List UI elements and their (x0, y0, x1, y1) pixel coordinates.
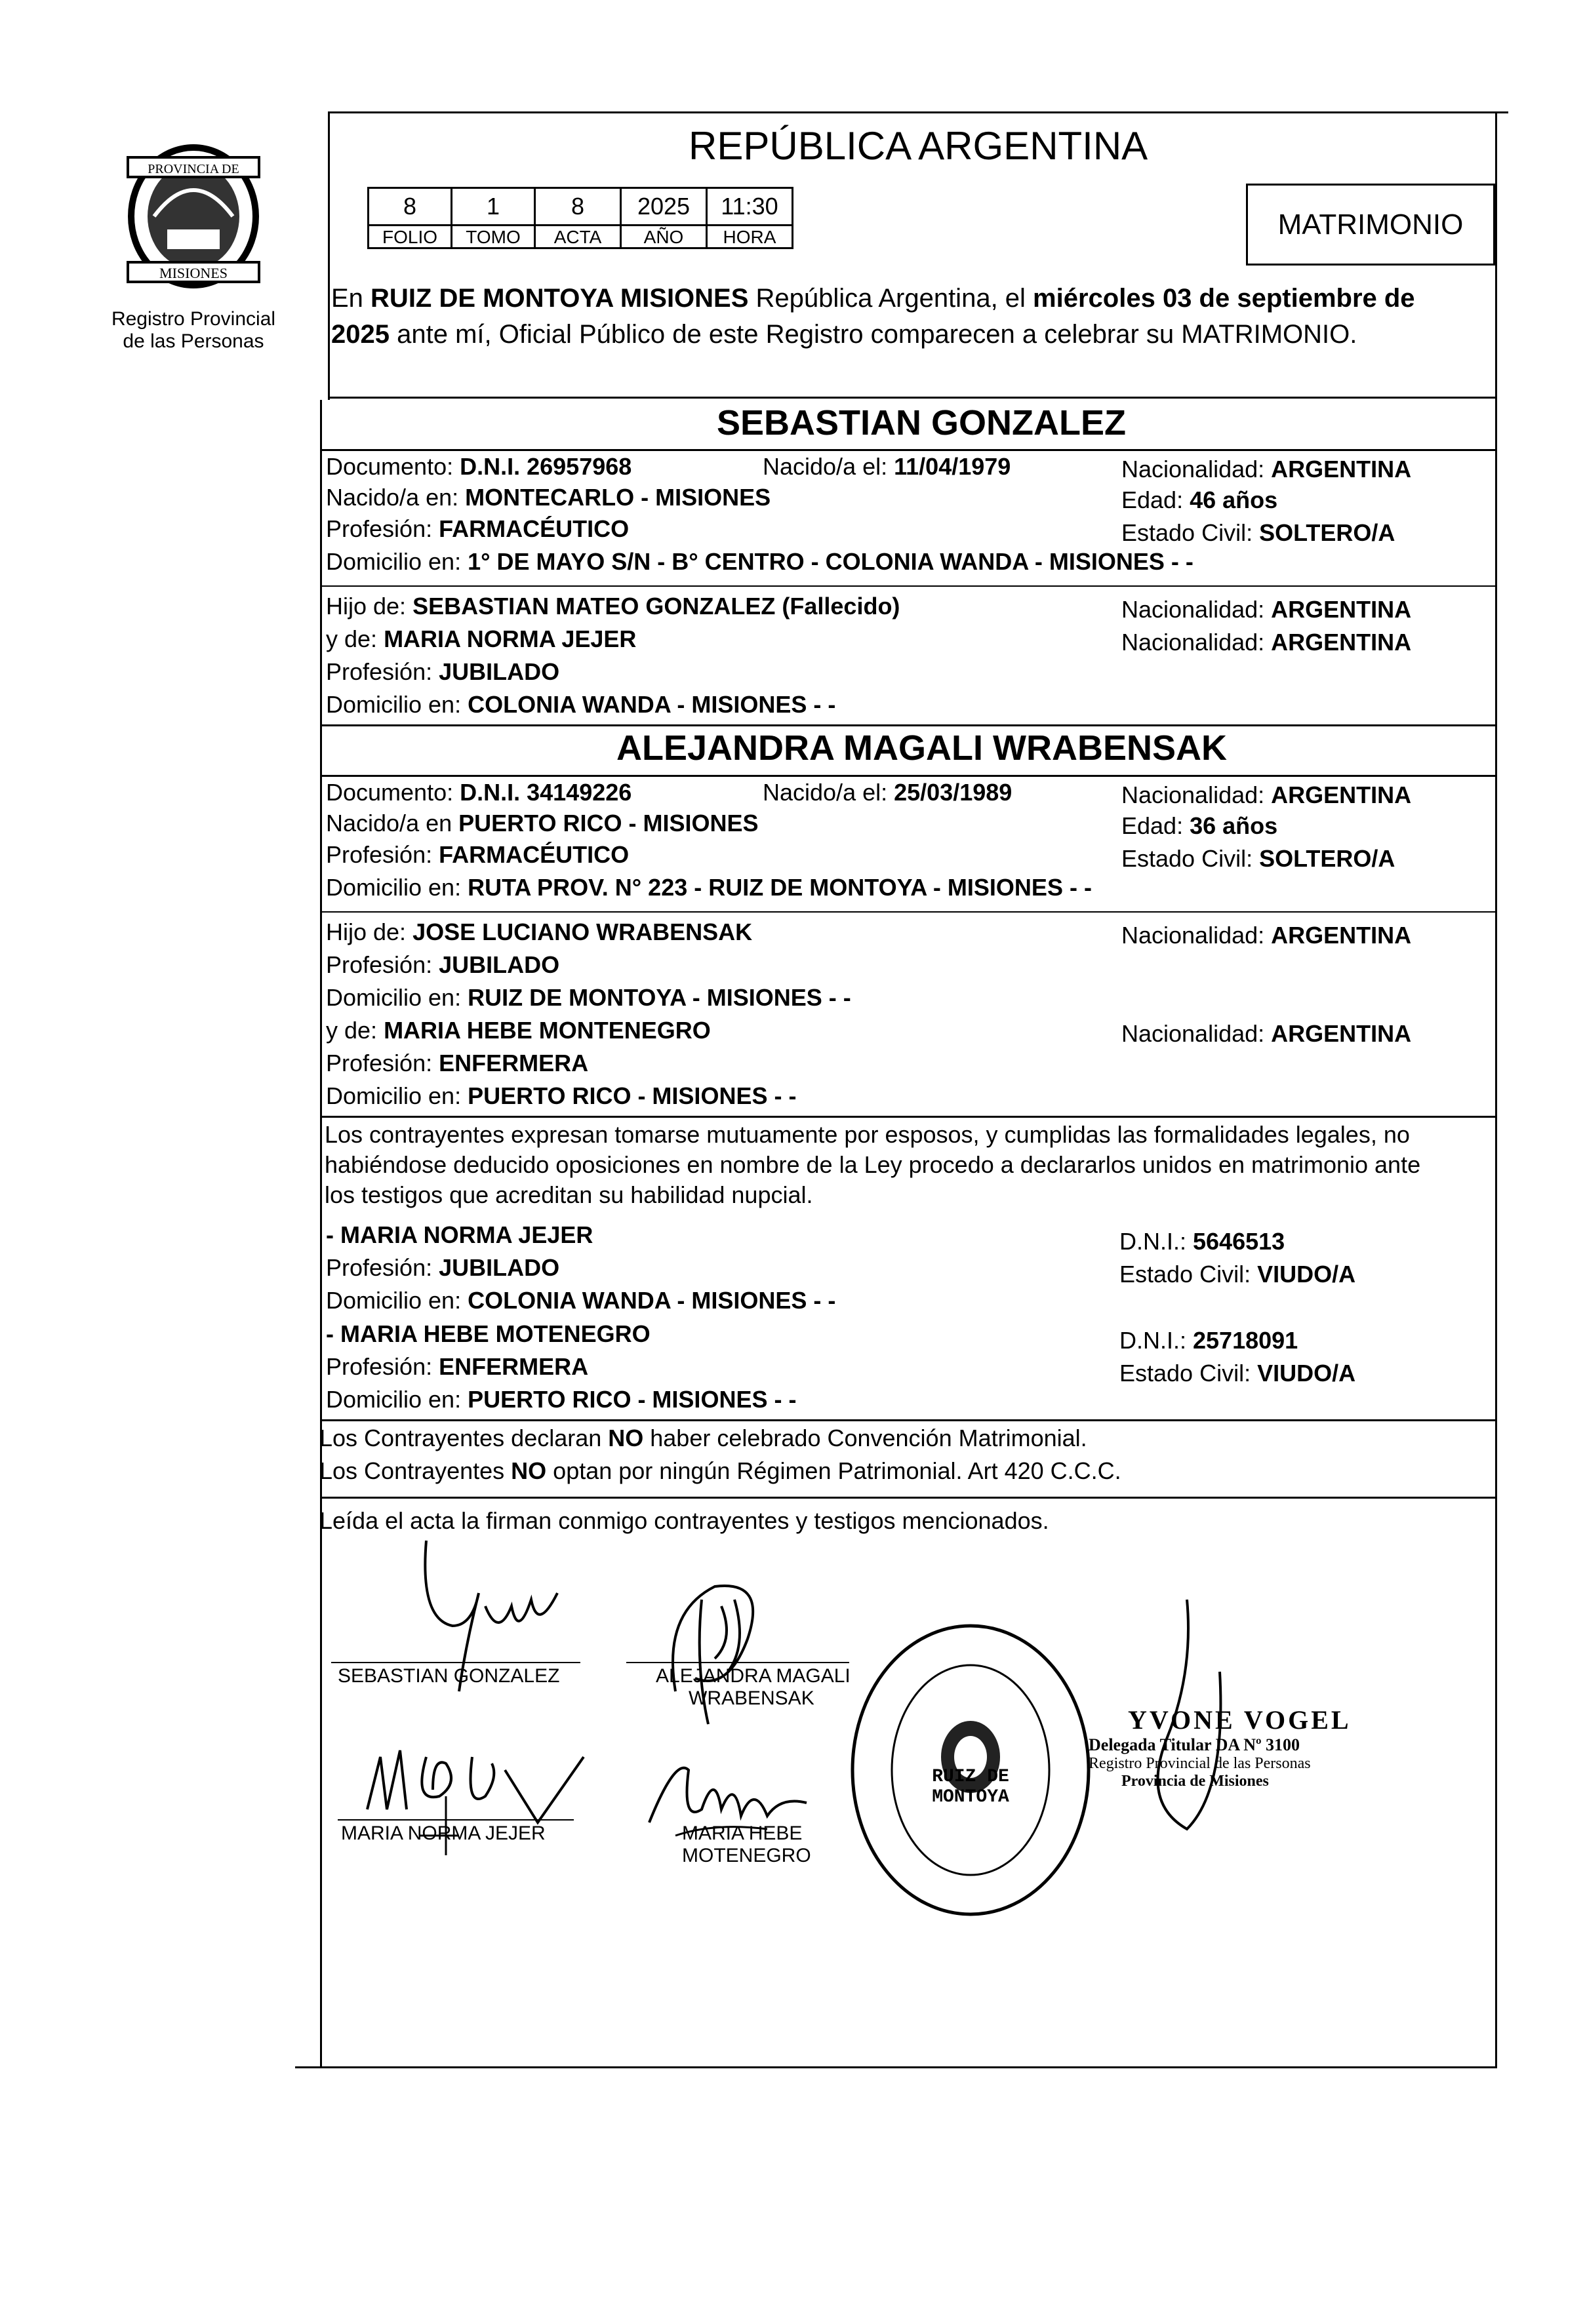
witness1-dni: D.N.I.: 5646513 (1119, 1228, 1285, 1255)
tomo-label: TOMO (451, 224, 536, 249)
ano-label: AÑO (620, 224, 708, 249)
record-type-box (1246, 184, 1495, 266)
bride-birthplace: Nacido/a en PUERTO RICO - MISIONES (326, 810, 759, 837)
svg-text:PROVINCIA DE: PROVINCIA DE (148, 162, 239, 176)
bride-mother-profession: Profesión: ENFERMERA (326, 1050, 589, 1076)
convention-line-2: Los Contrayentes NO optan por ningún Régimen Patrimonial. Art 420 C.C.C. (319, 1457, 1121, 1484)
witness2-profession: Profesión: ENFERMERA (326, 1353, 589, 1380)
witness1-profession: Profesión: JUBILADO (326, 1254, 560, 1281)
groom-address: Domicilio en: 1° DE MAYO S/N - B° CENTRO - COLONIA WANDA - MISIONES - - (326, 548, 1194, 575)
acta-label: ACTA (534, 224, 622, 249)
bride-father-nationality: Nacionalidad: ARGENTINA (1121, 922, 1412, 949)
hora-label: HORA (706, 224, 793, 249)
frame-left-lower (320, 400, 322, 2068)
bride-profession: Profesión: FARMACÉUTICO (326, 841, 630, 868)
folio-value: 8 (367, 187, 452, 226)
groom-document: Documento: D.N.I. 26957968 (326, 453, 632, 480)
groom-mother: y de: MARIA NORMA JEJER (326, 625, 637, 652)
folio-label: FOLIO (367, 224, 452, 249)
closing-text: Leída el acta la firman conmigo contrayentes y testigos mencionados. (319, 1507, 1049, 1534)
witness1-signature-label: MARIA NORMA JEJER (341, 1822, 546, 1844)
groom-parents-profession: Profesión: JUBILADO (326, 658, 560, 685)
logo-caption-2: de las Personas (123, 330, 264, 352)
hora-value: 11:30 (706, 187, 793, 226)
bride-civil-status: Estado Civil: SOLTERO/A (1121, 845, 1395, 872)
official-registry: Registro Provincial de las Personas (1089, 1755, 1311, 1772)
witness2-address: Domicilio en: PUERTO RICO - MISIONES - - (326, 1386, 797, 1413)
official-title: Delegada Titular DA Nº 3100 (1089, 1735, 1300, 1754)
groom-name: SEBASTIAN GONZALEZ (717, 403, 1127, 443)
groom-signature-label: SEBASTIAN GONZALEZ (338, 1665, 560, 1687)
witness1-name: - MARIA NORMA JEJER (326, 1221, 593, 1248)
tomo-value: 1 (451, 187, 536, 226)
logo-caption-1: Registro Provincial (111, 308, 276, 330)
groom-age: Edad: 46 años (1121, 486, 1278, 513)
frame-bottom (295, 2066, 1497, 2068)
witness1-civil-status: Estado Civil: VIUDO/A (1119, 1261, 1356, 1288)
bride-father: Hijo de: JOSE LUCIANO WRABENSAK (326, 918, 753, 945)
bride-mother-nationality: Nacionalidad: ARGENTINA (1121, 1020, 1412, 1047)
bride-signature-label: ALEJANDRA MAGALI WRABENSAK (656, 1665, 851, 1709)
frame-right (1495, 111, 1497, 2068)
groom-civil-status: Estado Civil: SOLTERO/A (1121, 519, 1395, 546)
frame-top (330, 111, 1508, 113)
witness2-name: - MARIA HEBE MOTENEGRO (326, 1320, 651, 1347)
witness2-signature-label: MARIA HEBE MOTENEGRO (682, 1822, 811, 1866)
intro-paragraph: En RUIZ DE MONTOYA MISIONES República Argentina, el miércoles 03 de septiembre de 2025 ante mí, Oficial Público de este Registro comparecen a celebrar su MATRIMONIO. (331, 284, 1415, 349)
bride-nationality: Nacionalidad: ARGENTINA (1121, 781, 1412, 808)
bride-age: Edad: 36 años (1121, 812, 1278, 839)
bride-mother-address: Domicilio en: PUERTO RICO - MISIONES - - (326, 1082, 797, 1109)
acta-value: 8 (534, 187, 622, 226)
witness2-dni: D.N.I.: 25718091 (1119, 1327, 1298, 1354)
bride-name: ALEJANDRA MAGALI WRABENSAK (616, 728, 1227, 768)
bride-document: Documento: D.N.I. 34149226 (326, 779, 632, 806)
groom-nationality: Nacionalidad: ARGENTINA (1121, 456, 1412, 483)
ano-value: 2025 (620, 187, 708, 226)
groom-father: Hijo de: SEBASTIAN MATEO GONZALEZ (Fallecido) (326, 593, 900, 620)
bride-birthdate: Nacido/a el: 25/03/1989 (763, 779, 1013, 806)
frame-left (328, 111, 330, 400)
page-title: REPÚBLICA ARGENTINA (689, 124, 1148, 168)
svg-text:MISIONES: MISIONES (159, 265, 228, 281)
official-name: YVONE VOGEL (1128, 1705, 1352, 1735)
bride-father-profession: Profesión: JUBILADO (326, 951, 560, 978)
groom-father-nationality: Nacionalidad: ARGENTINA (1121, 596, 1412, 623)
bride-address: Domicilio en: RUTA PROV. N° 223 - RUIZ DE MONTOYA - MISIONES - - (326, 874, 1092, 901)
declaration-text: Los contrayentes expresan tomarse mutuamente por esposos, y cumplidas las formalidades legales, no habiéndose deducido oposiciones en nombre de la Ley procedo a declararlos unidos en matrimonio ante los testigos que acreditan su habilidad nupcial. (325, 1121, 1421, 1208)
groom-birthplace: Nacido/a en: MONTECARLO - MISIONES (326, 484, 771, 511)
record-type: MATRIMONIO (1277, 208, 1464, 241)
witness1-address: Domicilio en: COLONIA WANDA - MISIONES - - (326, 1287, 836, 1314)
groom-birthdate: Nacido/a el: 11/04/1979 (763, 453, 1011, 480)
groom-parents-address: Domicilio en: COLONIA WANDA - MISIONES - - (326, 691, 836, 718)
bride-father-address: Domicilio en: RUIZ DE MONTOYA - MISIONES - - (326, 984, 851, 1011)
convention-line-1: Los Contrayentes declaran NO haber celebrado Convención Matrimonial. (319, 1425, 1087, 1451)
witness2-civil-status: Estado Civil: VIUDO/A (1119, 1360, 1356, 1387)
misiones-coat-of-arms-icon (115, 138, 272, 302)
groom-profession: Profesión: FARMACÉUTICO (326, 515, 630, 542)
official-stamp (1089, 1704, 1352, 1790)
groom-mother-nationality: Nacionalidad: ARGENTINA (1121, 629, 1412, 656)
bride-mother: y de: MARIA HEBE MONTENEGRO (326, 1017, 711, 1044)
seal-text: RUIZ DE MONTOYA (932, 1767, 1009, 1807)
official-province: Provincia de Misiones (1121, 1773, 1269, 1790)
